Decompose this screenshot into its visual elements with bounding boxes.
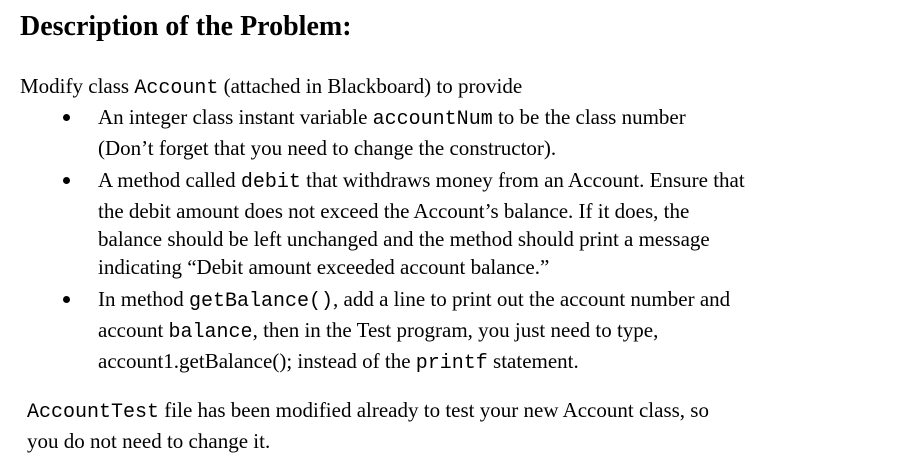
intro-text: Modify class [20,74,135,98]
list-item-account-num [0,103,858,162]
text-span: file has been modified already to test your new Account class, so [159,398,709,422]
text-span: An integer class instant variable [98,105,373,129]
debit-code: debit [240,171,301,194]
account-num-code: accountNum [372,108,493,131]
list-item-line [98,347,858,378]
text-span: A method called [98,168,241,192]
list-item-line: indicating “Debit amount exceeded account balance.” [98,255,550,279]
account-test-code: AccountTest [27,401,160,424]
printf-code: printf [415,352,488,375]
list-item-line [98,103,858,134]
list-item-line [98,316,858,347]
list-item-line [98,166,858,197]
intro-paragraph [20,72,522,103]
balance-code: balance [168,321,253,344]
list-item-line: (Don’t forget that you need to change the constructor). [98,136,557,160]
text-span: statement. [487,349,579,373]
list-item-line: the debit amount does not exceed the Account’s balance. If it does, the [98,199,690,223]
text-span: to be the class number [492,105,686,129]
text-span: account1.getBalance(); instead of the [98,349,416,373]
list-item-debit [0,166,858,281]
bullet-icon [63,177,70,184]
section-heading: Description of the Problem: [20,11,352,42]
closing-line: you do not need to change it. [27,429,271,453]
text-span: In method [98,287,189,311]
text-span: , then in the Test program, you just need to type, [252,318,659,342]
bullet-icon [63,296,70,303]
list-item-get-balance [0,285,858,378]
account-class-code: Account [134,77,219,100]
list-item-line: balance should be left unchanged and the method should print a message [98,227,710,251]
text-span: account [98,318,169,342]
list-item-line [98,285,858,316]
get-balance-code: getBalance() [188,290,334,313]
text-span: , add a line to print out the account number and [333,287,731,311]
intro-text-end: (attached in Blackboard) to provide [218,74,523,98]
closing-paragraph [27,396,709,455]
text-span: that withdraws money from an Account. Ensure that [300,168,745,192]
closing-line [27,396,709,427]
bullet-icon [63,114,70,121]
requirements-list [0,103,900,382]
